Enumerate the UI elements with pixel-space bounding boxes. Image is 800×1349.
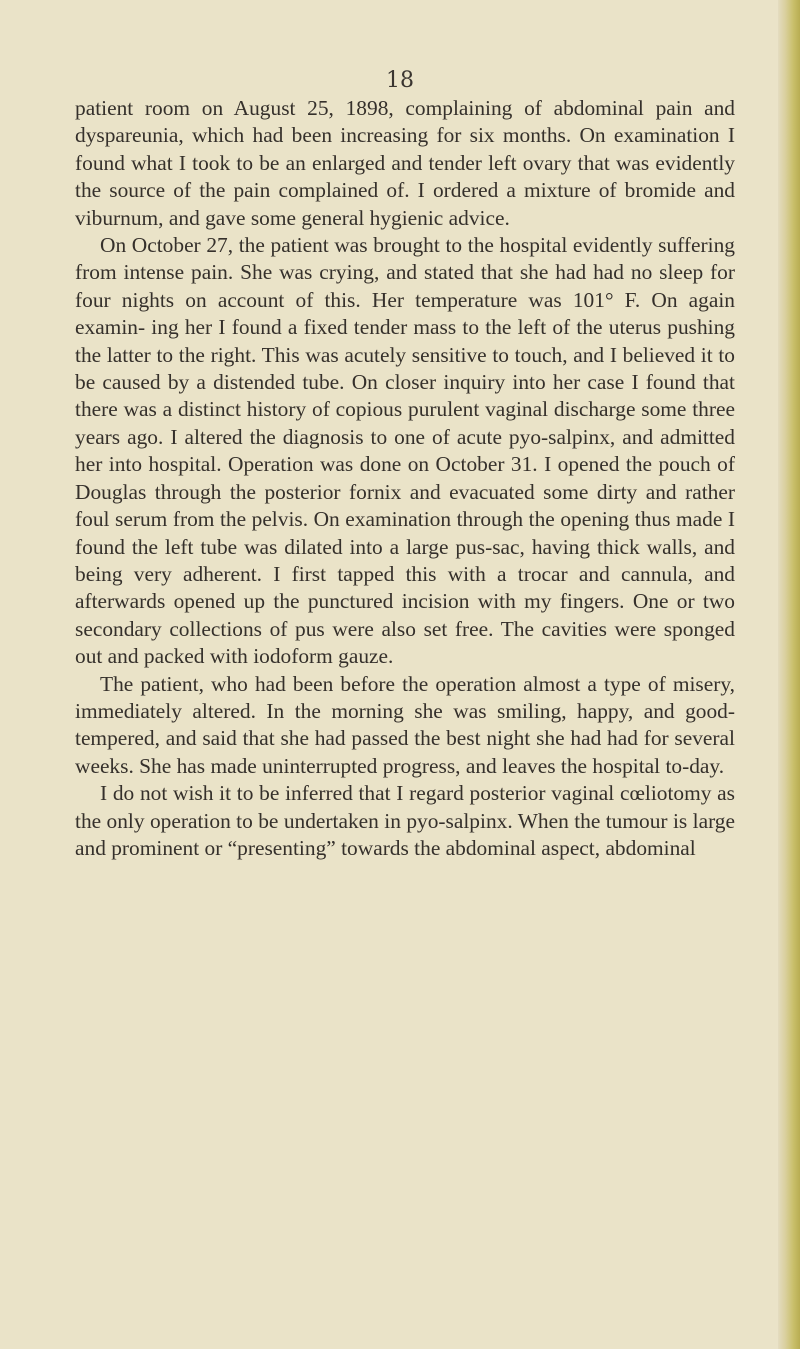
paragraph-3: The patient, who had been before the operation almost a type of misery, immediately altered. In the morning she was smiling, happy, and good-tempered, and said that she had passed the best night she had had for several weeks. She has made uninterrupted progress, and leaves the hospital to-day. [75,671,735,778]
page-number: 18 [386,68,414,93]
body-text [75,95,735,862]
paragraph-2: On October 27, the patient was brought to the hospital evidently suffering from intense pain. She was crying, and stated that she had had no sleep for four nights on account of this. Her temperature was 101° F. On again examin- ing her I found a fixed tender mass to the left of the uterus pushing the latter to the right. This was acutely sensitive to touch, and I believed it to be caused by a distended tube. On closer inquiry into her case I found that there was a distinct history of copious purulent vaginal discharge some three years ago. I altered the diagnosis to one of acute pyo-salpinx, and admitted her into hospital. Operation was done on October 31. I opened the pouch of Douglas through the posterior fornix and evacuated some dirty and rather foul serum from the pelvis. On examination through the opening thus made I found the left tube was dilated into a large pus-sac, having thick walls, and being very adherent. I first tapped this with a trocar and cannula, and afterwards opened up the punctured incision with my fingers. One or two secondary collections of pus were also set free. The cavities were sponged out and packed with iodoform gauze. [75,233,735,669]
page-edge [778,0,800,1349]
paragraph-4: I do not wish it to be inferred that I regard posterior vaginal cœliotomy as the only operation to be undertaken in pyo-salpinx. When the tumour is large and prominent or “presenting” towards the abdominal aspect, abdominal [75,781,735,860]
paragraph-1: patient room on August 25, 1898, complaining of abdominal pain and dyspareunia, which had been increasing for six months. On examination I found what I took to be an enlarged and tender left ovary that was evidently the source of the pain complained of. I ordered a mixture of bromide and viburnum, and gave some general hygienic advice. [75,96,735,230]
